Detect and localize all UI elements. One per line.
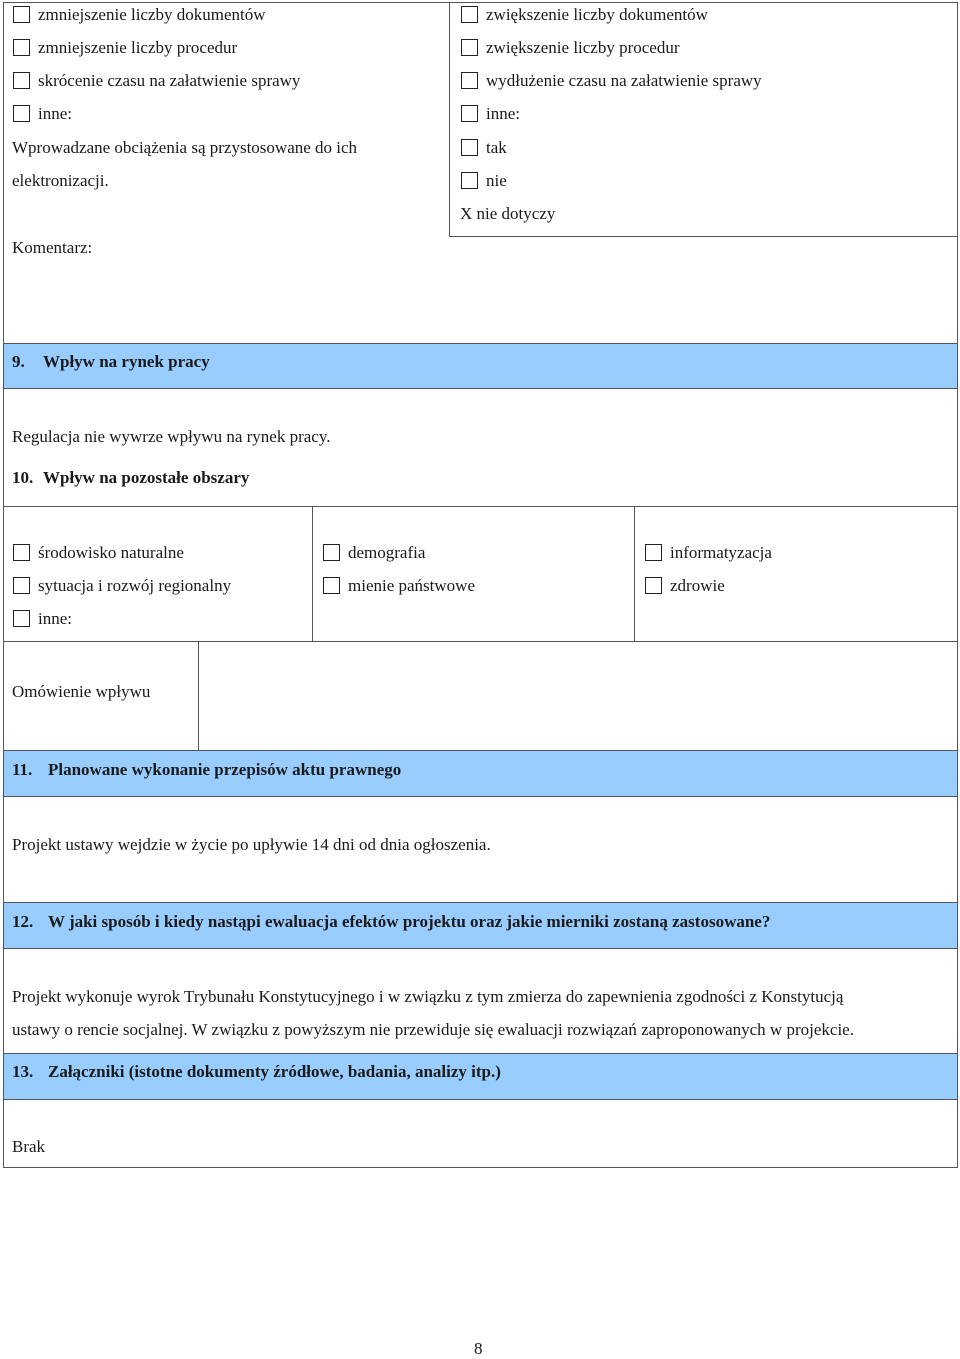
section11-text: Projekt ustawy wejdzie w życie po upływie 14 dni od dnia ogłoszenia. (12, 835, 491, 854)
section9-number: 9. (12, 352, 25, 371)
comment-label: Komentarz: (12, 238, 93, 257)
section13-top-line (3, 1053, 958, 1054)
section10-number: 10. (12, 468, 34, 487)
section9-text: Regulacja nie wywrze wpływu na rynek pracy. (12, 427, 331, 446)
checkbox-shorten-time[interactable] (13, 72, 30, 89)
answer-not-applicable: X nie dotyczy (460, 204, 556, 223)
checkbox-area-other[interactable] (13, 610, 30, 627)
option-reduce-procedures: zmniejszenie liczby procedur (38, 38, 238, 57)
checkbox-answer-yes[interactable] (461, 139, 478, 156)
section10-grid-bottom-line (3, 641, 958, 642)
section10-col-divider-1 (312, 506, 313, 641)
option-extend-time: wydłużenie czasu na załatwienie sprawy (486, 71, 762, 90)
checkbox-reduce-documents[interactable] (13, 6, 30, 23)
option-health: zdrowie (670, 576, 725, 595)
option-increase-procedures: zwiększenie liczby procedur (486, 38, 680, 57)
checkbox-extend-time[interactable] (461, 72, 478, 89)
section11-bottom-line (3, 796, 958, 797)
checkbox-answer-no[interactable] (461, 172, 478, 189)
section12-bottom-line (3, 948, 958, 949)
checkbox-increase-procedures[interactable] (461, 39, 478, 56)
section9-bottom-line (3, 388, 958, 389)
option-reduce-documents: zmniejszenie liczby dokumentów (38, 5, 266, 24)
option-increase-documents: zwiększenie liczby dokumentów (486, 5, 708, 24)
section12-number: 12. (12, 912, 34, 931)
option-answer-no: nie (486, 171, 507, 190)
section12-title: W jaki sposób i kiedy nastąpi ewaluacja efektów projektu oraz jakie mierniki zostaną zastosowane? (48, 912, 771, 931)
section12-text-line2: ustawy o rencie socjalnej. W związku z powyższym nie przewiduje się ewaluacji rozwiązań zaproponowanych w projekcie. (12, 1020, 854, 1039)
table-right-border (957, 2, 958, 1168)
checkbox-left-other[interactable] (13, 105, 30, 122)
section10-col-divider-2 (634, 506, 635, 641)
checkbox-state-property[interactable] (323, 577, 340, 594)
section11-top-line (3, 750, 958, 751)
table-top-border (3, 2, 958, 3)
impact-divider (198, 641, 199, 750)
checkbox-reduce-procedures[interactable] (13, 39, 30, 56)
option-demography: demografia (348, 543, 426, 562)
section13-number: 13. (12, 1062, 34, 1081)
table-left-border (3, 2, 4, 1168)
option-area-other: inne: (38, 609, 72, 628)
section11-title: Planowane wykonanie przepisów aktu prawnego (48, 760, 402, 779)
section12-text-line1: Projekt wykonuje wyrok Trybunału Konstytucyjnego i w związku z tym zmierza do zapewnienia zgodności z Konstytucją (12, 987, 844, 1006)
option-answer-yes: tak (486, 138, 507, 157)
section10-title: Wpływ na pozostałe obszary (43, 468, 250, 487)
option-informatization: informatyzacja (670, 543, 772, 562)
checkbox-environment[interactable] (13, 544, 30, 561)
option-shorten-time: skrócenie czasu na załatwienie sprawy (38, 71, 301, 90)
checkbox-health[interactable] (645, 577, 662, 594)
checkbox-right-other[interactable] (461, 105, 478, 122)
section9-top-line (3, 343, 958, 344)
checkbox-informatization[interactable] (645, 544, 662, 561)
page-number: 8 (474, 1339, 483, 1358)
section13-title: Załączniki (istotne dokumenty źródłowe, badania, analizy itp.) (48, 1062, 501, 1081)
top-column-divider (449, 2, 450, 236)
option-environment: środowisko naturalne (38, 543, 184, 562)
option-left-other: inne: (38, 104, 72, 123)
section13-text: Brak (12, 1137, 46, 1156)
section13-bottom-line (3, 1099, 958, 1100)
checkbox-demography[interactable] (323, 544, 340, 561)
option-right-other: inne: (486, 104, 520, 123)
section12-top-line (3, 902, 958, 903)
section9-title: Wpływ na rynek pracy (43, 352, 210, 371)
option-state-property: mienie państwowe (348, 576, 475, 595)
top-right-bottom-line (449, 236, 958, 237)
checkbox-regional-development[interactable] (13, 577, 30, 594)
checkbox-increase-documents[interactable] (461, 6, 478, 23)
table-bottom-border (3, 1167, 958, 1168)
option-regional-development: sytuacja i rozwój regionalny (38, 576, 232, 595)
section11-number: 11. (12, 760, 33, 779)
electronization-question-line2: elektronizacji. (12, 171, 109, 190)
section10-grid-top-line (3, 506, 958, 507)
impact-label: Omówienie wpływu (12, 682, 151, 701)
electronization-question-line1: Wprowadzane obciążenia są przystosowane do ich (12, 138, 358, 157)
